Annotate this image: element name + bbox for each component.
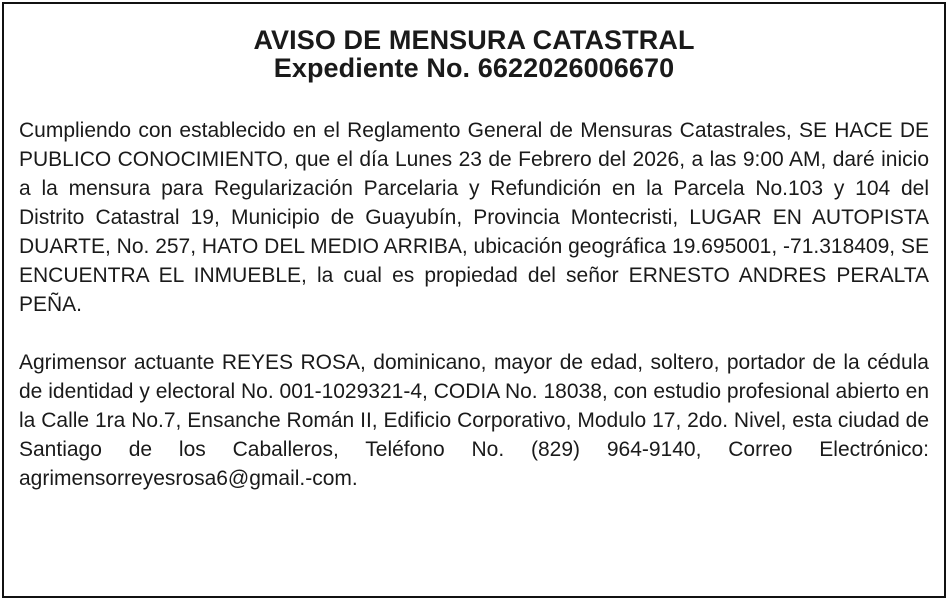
- notice-title: AVISO DE MENSURA CATASTRAL: [253, 25, 695, 55]
- notice-header: [4, 4, 944, 82]
- surveyor-paragraph: Agrimensor actuante REYES ROSA, dominicano, mayor de edad, soltero, portador de la cédula de identidad y electoral No. 001-1029321-4, CODIA No. 18038, con estudio profesional abierto en la Calle 1ra No.7, Ensanche Román II, Edificio Corporativo, Modulo 17, 2do. Nivel, esta ciudad de Santiago de los Caballeros, Teléfono No. (829) 964-9140, Correo Electrónico: agrimensorreyesrosa6@gmail.-com.: [19, 351, 929, 490]
- notice-frame: [2, 2, 946, 598]
- notice-subtitle: Expediente No. 6622026006670: [273, 53, 675, 83]
- notice-body: [19, 116, 929, 493]
- announcement-paragraph: Cumpliendo con establecido en el Reglamento General de Mensuras Catastrales, SE HACE DE PUBLICO CONOCIMIENTO, que el día Lunes 23 de Febrero del 2026, a las 9:00 AM, daré inicio a la mensura para Regularización Parcelaria y Refundición en la Parcela No.103 y 104 del Distrito Catastral 19, Municipio de Guayubín, Provincia Montecristi, LUGAR EN AUTOPISTA DUARTE, No. 257, HATO DEL MEDIO ARRIBA, ubicación geográfica 19.695001, -71.318409, SE ENCUENTRA EL INMUEBLE, la cual es propiedad del señor ERNESTO ANDRES PERALTA PEÑA.: [19, 119, 929, 316]
